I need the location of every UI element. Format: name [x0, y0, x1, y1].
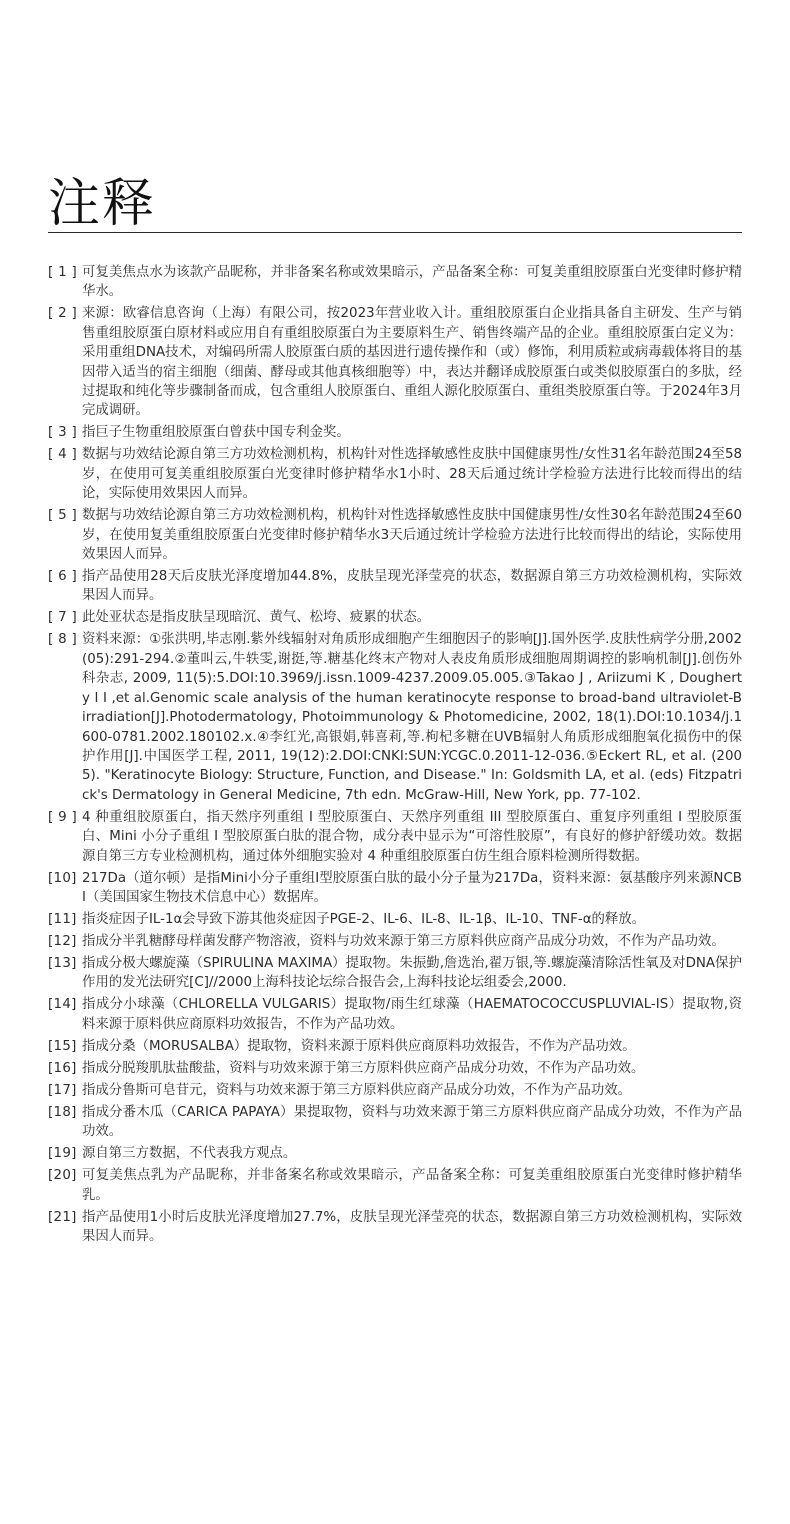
note-text: 可复美焦点乳为产品昵称，并非备案名称或效果暗示，产品备案全称：可复美重组胶原蛋白光变律时修护精华乳。	[82, 1168, 742, 1203]
note-item	[48, 1144, 742, 1163]
note-number: [21]	[48, 1209, 77, 1225]
note-number: [15]	[48, 1038, 77, 1054]
note-text: 指成分脱羧肌肽盐酸盐，资料与功效来源于第三方原料供应商产品成分功效，不作为产品功效。	[82, 1060, 645, 1076]
note-number: [ 5 ]	[48, 508, 77, 524]
note-number: [ 7 ]	[48, 610, 77, 626]
page-title: 注释	[48, 174, 157, 234]
note-text: 资料来源：①张洪明,毕志刚.紫外线辐射对角质形成细胞产生细胞因子的影响[J].国外医学.皮肤性病学分册,2002(05):291-294.②董叫云,牛轶雯,谢挺,等.糖基化终末产物对人表皮角质形成细胞周期调控的影响机制[J].创伤外科杂志, 2009, 11(5):5.DOI:10.3969/j.issn.1009-4237.2009.05.005.③Takao J , Ariizumi K , Dougherty I I ,et al.Genomic scale analysis of the human keratinocyte response to broad-band ultraviolet-B irradiation[J].Photodermatology, Photoimmunology & Photomedicine, 2002, 18(1).DOI:10.1034/j.1600-0781.2002.180102.x.④李红光,高银娟,韩喜莉,等.枸杞多糖在UVB辐射人角质形成细胞氧化损伤中的保护作用[J].中国医学工程, 2011, 19(12):2.DOI:CNKI:SUN:YCGC.0.2011-12-036.⑤Eckert RL, et al. (2005). "Keratinocyte Biology: Structure, Function, and Disease." In: Goldsmith LA, et al. (eds) Fitzpatrick's Dermatology in General Medicine, 7th edn. McGraw-Hill, New York, pp. 77-102.	[82, 632, 742, 803]
note-item	[48, 630, 742, 805]
note-text: 可复美焦点水为该款产品昵称，并非备案名称或效果暗示，产品备案全称：可复美重组胶原蛋白光变律时修护精华水。	[82, 265, 742, 300]
note-item	[48, 263, 742, 302]
note-number: [ 6 ]	[48, 569, 77, 585]
note-item	[48, 608, 742, 627]
note-item	[48, 1208, 742, 1247]
note-text: 指成分桑（MORUSALBA）提取物，资料来源于原料供应商原料功效报告，不作为产品功效。	[82, 1038, 636, 1054]
note-text: 此处亚状态是指皮肤呈现暗沉、黄气、松垮、疲累的状态。	[82, 610, 431, 626]
note-text: 指成分极大螺旋藻（SPIRULINA MAXIMA）提取物。朱振勤,詹选治,翟万银,等.螺旋藻清除活性氧及对DNA保护作用的发光法研究[C]//2000上海科技论坛综合报告会,上海科技论坛组委会,2000.	[82, 955, 742, 991]
note-number: [12]	[48, 933, 77, 949]
note-number: [ 8 ]	[48, 632, 77, 648]
note-number: [18]	[48, 1104, 77, 1120]
note-text: 4 种重组胶原蛋白，指天然序列重组 I 型胶原蛋白、天然序列重组 III 型胶原蛋白、重复序列重组 I 型胶原蛋白、Mini 小分子重组 I 型胶原蛋白肽的混合物，成分表中显示为“可溶性胶原”，有良好的修护舒缓功效。数据源自第三方专业检测机构，通过体外细胞实验对 4 种重组胶原蛋白仿生组合原料检测所得数据。	[82, 809, 742, 864]
note-number: [ 9 ]	[48, 809, 77, 825]
notes-list	[48, 263, 742, 1246]
note-text: 指产品使用28天后皮肤光泽度增加44.8%，皮肤呈现光泽莹亮的状态，数据源自第三方功效检测机构，实际效果因人而异。	[82, 569, 742, 604]
note-number: [20]	[48, 1168, 77, 1184]
note-item	[48, 1103, 742, 1142]
note-item	[48, 995, 742, 1034]
note-item	[48, 567, 742, 606]
note-item	[48, 506, 742, 564]
note-text: 指成分小球藻（CHLORELLA VULGARIS）提取物/雨生红球藻（HAEMATOCOCCUSPLUVIAL-IS）提取物,资料来源于原料供应商原料功效报告，不作为产品功效。	[82, 997, 742, 1032]
note-number: [ 2 ]	[48, 306, 77, 322]
note-number: [13]	[48, 955, 77, 971]
notes-page	[48, 174, 742, 1249]
note-text: 指成分番木瓜（CARICA PAPAYA）果提取物，资料与功效来源于第三方原料供应商产品成分功效，不作为产品功效。	[82, 1104, 742, 1140]
note-text: 指成分鲁斯可皂苷元，资料与功效来源于第三方原料供应商产品成分功效，不作为产品功效。	[82, 1082, 632, 1098]
note-number: [16]	[48, 1060, 77, 1076]
note-text: 源自第三方数据，不代表我方观点。	[82, 1146, 297, 1162]
note-item	[48, 808, 742, 866]
note-item	[48, 1166, 742, 1205]
note-number: [17]	[48, 1082, 77, 1098]
note-item	[48, 954, 742, 993]
note-item	[48, 423, 742, 442]
note-number: [ 4 ]	[48, 447, 77, 463]
note-number: [14]	[48, 997, 77, 1013]
note-number: [ 1 ]	[48, 265, 77, 280]
note-text: 数据与功效结论源自第三方功效检测机构，机构针对性选择敏感性皮肤中国健康男性/女性31名年龄范围24至58岁，在使用可复美重组胶原蛋白光变律时修护精华水1小时、28天后通过统计学检验方法进行比较而得出的结论，实际使用效果因人而异。	[82, 447, 742, 502]
note-item	[48, 1081, 742, 1100]
note-item	[48, 910, 742, 929]
note-item	[48, 932, 742, 951]
note-number: [10]	[48, 870, 77, 886]
note-item	[48, 869, 742, 908]
note-text: 指成分半乳糖酵母样菌发酵产物溶液，资料与功效来源于第三方原料供应商产品成分功效，不作为产品功效。	[82, 933, 725, 949]
note-text: 数据与功效结论源自第三方功效检测机构，机构针对性选择敏感性皮肤中国健康男性/女性30名年龄范围24至60岁，在使用复美重组胶原蛋白光变律时修护精华水3天后通过统计学检验方法进行比较而得出的结论，实际使用效果因人而异。	[82, 508, 742, 563]
note-item	[48, 304, 742, 420]
note-text: 指巨子生物重组胶原蛋白曾获中国专利金奖。	[82, 425, 350, 441]
note-number: [19]	[48, 1146, 77, 1162]
note-text: 指产品使用1小时后皮肤光泽度增加27.7%，皮肤呈现光泽莹亮的状态，数据源自第三方功效检测机构，实际效果因人而异。	[82, 1209, 742, 1244]
note-text: 217Da（道尔顿）是指Mini小分子重组I型胶原蛋白肽的最小分子量为217Da，资料来源：氨基酸序列来源NCBI（美国国家生物技术信息中心）数据库。	[82, 870, 742, 905]
note-text: 来源：欧睿信息咨询（上海）有限公司，按2023年营业收入计。重组胶原蛋白企业指具备自主研发、生产与销售重组胶原蛋白原材料或应用自有重组胶原蛋白为主要原料生产、销售终端产品的企业。重组胶原蛋白定义为：采用重组DNA技术，对编码所需人胶原蛋白质的基因进行遗传操作和（或）修饰，利用质粒或病毒载体将目的基因带入适当的宿主细胞（细菌、酵母或其他真核细胞等）中，表达并翻译成胶原蛋白或类似胶原蛋白的多肽，经过提取和纯化等步骤制备而成，包含重组人胶原蛋白、重组人源化胶原蛋白、重组类胶原蛋白等。于2024年3月完成调研。	[82, 306, 742, 419]
note-number: [ 3 ]	[48, 425, 77, 441]
note-text: 指炎症因子IL-1α会导致下游其他炎症因子PGE-2、IL-6、IL-8、IL-1β、IL-10、TNF-α的释放。	[82, 911, 646, 927]
note-item	[48, 1059, 742, 1078]
note-item	[48, 445, 742, 503]
note-item	[48, 1037, 742, 1056]
note-number: [11]	[48, 911, 77, 927]
